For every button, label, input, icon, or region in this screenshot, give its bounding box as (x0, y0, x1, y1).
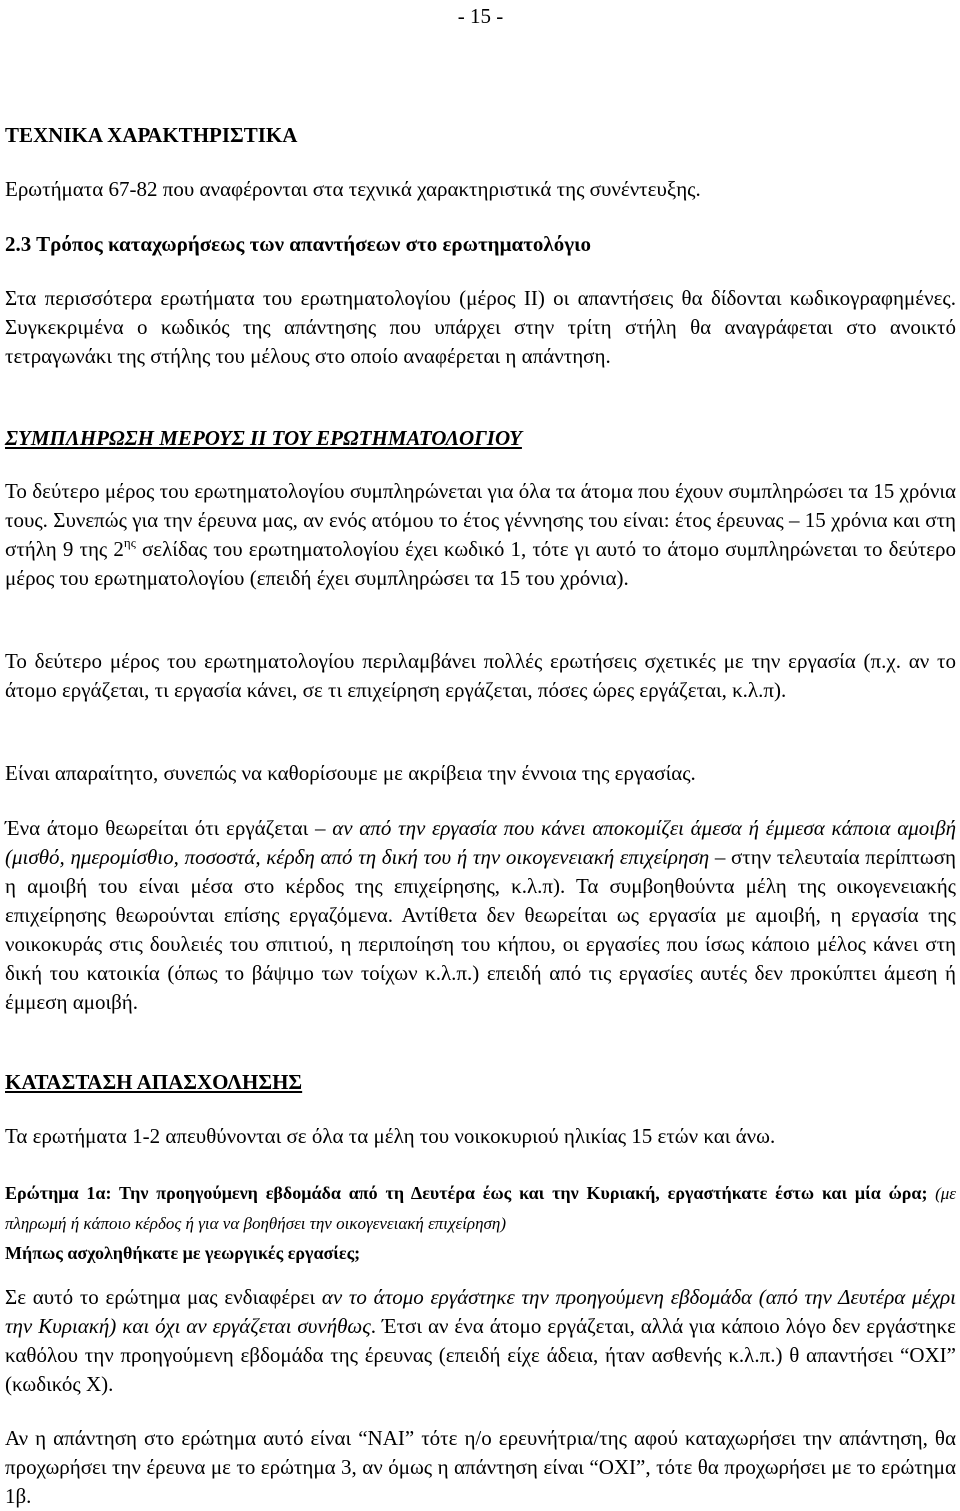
emp-p1-italic: αν το άτομο εργάστηκε την προηγούμενη εβδομάδα (από την Δευτέρα μέχρι την Κυριακή) και όχι αν εργάζεται συνήθως (5, 1285, 956, 1338)
question-1a-subquestion: Μήπως ασχοληθήκατε με γεωργικές εργασίες; (5, 1243, 361, 1263)
work-definition-paragraph (5, 814, 956, 1017)
tech-text: Ερωτήματα 67-82 που αναφέρονται στα τεχνικά χαρακτηριστικά της συνέντευξης. (5, 177, 701, 201)
question-1a (5, 1178, 956, 1268)
part2-p1-text-a: Το δεύτερο μέρος του ερωτηματολογίου συμπληρώνεται για όλα τα άτομα που έχουν συμπληρώσει τα 15 χρόνια τους. Συνεπώς για την έρευνα μας, αν ενός ατόμου το έτος γέννησης του είναι: έτος έρευνας – 15 χρόνια και στη στήλη 9 της 2 (5, 479, 956, 561)
employment-paragraph-1 (5, 1283, 956, 1399)
employment-intro: Τα ερωτήματα 1-2 απευθύνονται σε όλα τα μέλη του νοικοκυριού ηλικίας 15 ετών και άνω. (5, 1124, 776, 1148)
work-def-text-b: – στην τελευταία περίπτωση η αμοιβή του είναι μέσα στο κέρδος της επιχείρησης, κ.λ.π). Τα συμβοηθούντα μέλη της οικογενειακής επιχείρησης θεωρούνται επίσης εργαζόμενα. Αντίθετα δεν θεωρείται ως εργασία με αμοιβή, η εργασία της νοικοκυράς στις δουλειές του σπιτιού, η περιποίηση του κήπου, οι εργασίες που ίσως κάποιο μέλος κάνει στη δική του κατοικία (όπως το βάψιμο των τοίχων κ.λ.π.) επειδή από τις εργασίες αυτές δεν προκύπτει άμεση ή έμμεση αμοιβή. (5, 845, 957, 1014)
employment-heading: ΚΑΤΑΣΤΑΣΗ ΑΠΑΣΧΟΛΗΣΗΣ (5, 1070, 303, 1094)
employment-paragraph-2: Αν η απάντηση στο ερώτημα αυτό είναι “ΝΑΙ” τότε η/ο ερευνήτρια/της αφού καταχωρήσει την απάντηση, θα προχωρήσει την έρευνα με το ερώτημα 3, αν όμως η απάντηση είναι “ΟΧΙ”, τότε θα προχωρήσει με το ερώτημα 1β. (5, 1426, 956, 1508)
question-1a-title: Ερώτημα 1α: Την προηγούμενη εβδομάδα από τη Δευτέρα έως και την Κυριακή, εργαστήκατε έστω και μία ώρα; (5, 1183, 928, 1203)
tech-heading: ΤΕΧΝΙΚΑ ΧΑΡΑΚΤΗΡΙΣΤΙΚΑ (5, 123, 298, 147)
emp-p1-text-a: Σε αυτό το ερώτημα μας ενδιαφέρει (5, 1285, 322, 1309)
question-1a-note: (με πληρωμή ή κάποιο κέρδος ή για να βοηθήσει την οικογενειακή επιχείρηση) (5, 1184, 956, 1233)
ordinal-suffix: ης (123, 535, 136, 550)
part2-paragraph-2: Το δεύτερο μέρος του ερωτηματολογίου περιλαμβάνει πολλές ερωτήσεις σχετικές με την εργασία (π.χ. αν το άτομο εργάζεται, τι εργασία κάνει, σε τι επιχείρηση εργάζεται, πόσες ώρες εργάζεται, κ.λ.π). (5, 649, 956, 702)
work-def-italic: αν από την εργασία που κάνει αποκομίζει άμεσα ή έμμεσα κάποια αμοιβή (μισθό, ημερομίσθιο, ποσοστά, κέρδη από τη δική του ή την οικογενειακή επιχείρηση (5, 816, 957, 869)
emp-p1-text-b: . Έτσι αν ένα άτομο εργάζεται, αλλά για κάποιο λόγο δεν εργάστηκε καθόλου την προηγούμενη εβδομάδα της έρευνας (επειδή είχε άδεια, ήταν ασθενής κ.λ.π.) θ απαντήσει “ΟΧΙ” (κωδικός Χ). (5, 1314, 956, 1396)
part2-paragraph-3: Είναι απαραίτητο, συνεπώς να καθορίσουμε με ακρίβεια την έννοια της εργασίας. (5, 761, 696, 785)
section-paragraph: Στα περισσότερα ερωτήματα του ερωτηματολογίου (μέρος ΙΙ) οι απαντήσεις θα δίδονται κωδικογραφημένες. Συγκεκριμένα ο κωδικός της απάντησης που υπάρχει στην τρίτη στήλη θα αναγράφεται στο ανοικτό τετραγωνάκι της στήλης του μέλους στο οποίο αναφέρεται η απάντηση. (5, 286, 956, 368)
part2-p1-text-b: σελίδας του ερωτηματολογίου έχει κωδικό 1, τότε γι αυτό το άτομο συμπληρώνεται το δεύτερο μέρος του ερωτηματολογίου (επειδή έχει συμπληρώσει τα 15 του χρόνια). (5, 537, 956, 590)
section-heading: 2.3 Τρόπος καταχωρήσεως των απαντήσεων στο ερωτηματολόγιο (5, 232, 592, 256)
work-def-text-a: Ένα άτομο θεωρείται ότι εργάζεται – (5, 816, 333, 840)
part2-heading: ΣΥΜΠΛΗΡΩΣΗ ΜΕΡΟΥΣ ΙΙ ΤΟΥ ΕΡΩΤΗΜΑΤΟΛΟΓΙΟΥ (5, 426, 522, 450)
page-number: - 15 - (457, 4, 504, 28)
part2-paragraph-1 (5, 477, 956, 593)
